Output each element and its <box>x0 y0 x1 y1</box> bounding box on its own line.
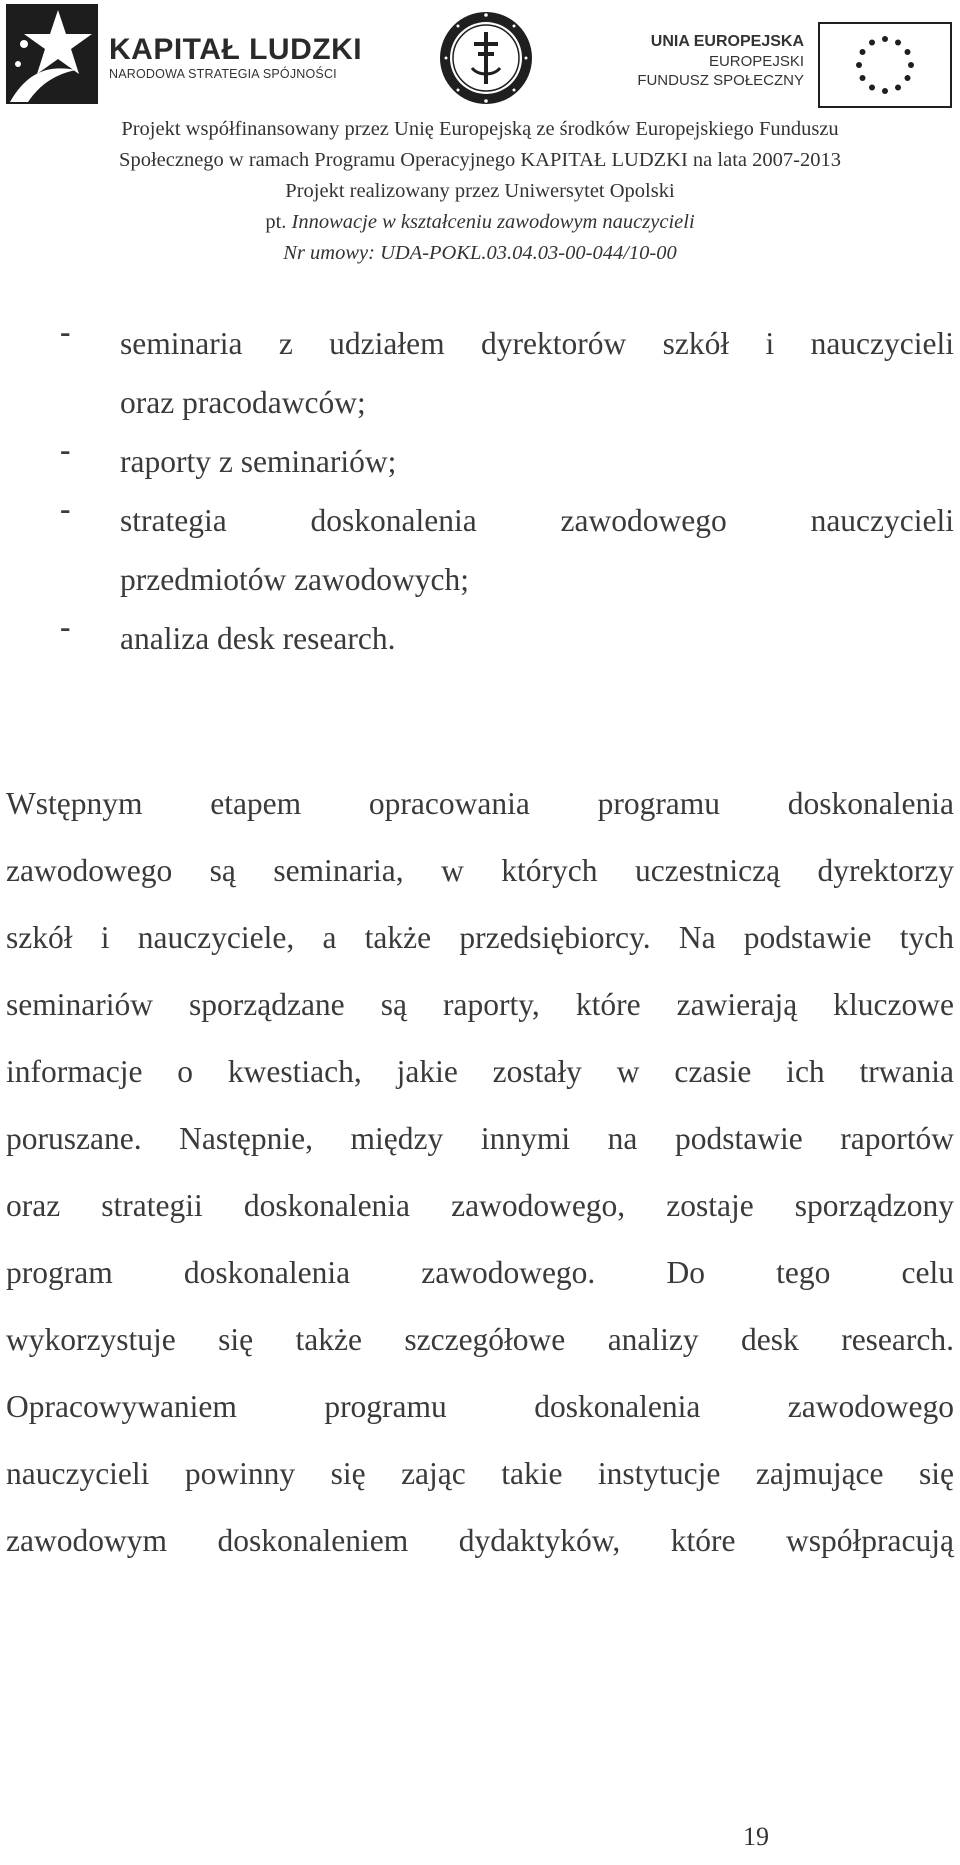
bullet-line: raporty z seminariów; <box>120 444 397 479</box>
list-item <box>60 432 954 491</box>
list-item <box>60 609 954 668</box>
list-item <box>60 314 954 432</box>
project-prefix: pt. <box>265 211 287 233</box>
page-number: 19 <box>743 1822 769 1851</box>
university-opole-seal-icon <box>438 10 534 106</box>
paragraph-line: informacje o kwestiach, jakie zostały w czasie ich trwania <box>6 1054 954 1089</box>
paragraph-line: zawodowym doskonaleniem dydaktyków, które współpracują <box>6 1523 954 1558</box>
eu-logo-line1: UNIA EUROPEJSKA <box>650 33 804 50</box>
bullet-line: seminaria z udziałem dyrektorów szkół i nauczycieli <box>120 326 954 361</box>
bullet-dash: - <box>60 314 71 349</box>
header-line-3: Projekt realizowany przez Uniwersytet Opolski <box>285 180 675 202</box>
paragraph-line: poruszane. Następnie, między innymi na podstawie raportów <box>6 1121 954 1156</box>
body-paragraph <box>6 770 954 1574</box>
bullet-list <box>60 314 954 668</box>
project-header <box>0 114 960 269</box>
kapital-ludzki-subtitle: NARODOWA STRATEGIA SPÓJNOŚCI <box>109 67 337 81</box>
eu-flag-icon <box>818 22 952 108</box>
project-name: Innowacje w kształceniu zawodowym nauczycieli <box>291 211 695 233</box>
paragraph-line: Wstępnym etapem opracowania programu doskonalenia <box>6 786 954 821</box>
header-project-line <box>0 207 960 238</box>
bullet-dash: - <box>60 609 71 644</box>
paragraph-line: szkół i nauczyciele, a także przedsiębiorcy. Na podstawie tych <box>6 920 954 955</box>
kapital-ludzki-title: KAPITAŁ LUDZKI <box>109 33 363 66</box>
bullet-dash: - <box>60 491 71 526</box>
paragraph-line: seminariów sporządzane są raporty, które zawierają kluczowe <box>6 987 954 1022</box>
paragraph-line: oraz strategii doskonalenia zawodowego, zostaje sporządzony <box>6 1188 954 1223</box>
eu-logo-line3: FUNDUSZ SPOŁECZNY <box>637 72 804 89</box>
bullet-line: strategia doskonalenia zawodowego nauczycieli <box>120 503 954 538</box>
header-line-1: Projekt współfinansowany przez Unię Europejską ze środków Europejskiego Funduszu <box>121 118 839 140</box>
contract-number: Nr umowy: UDA-POKL.03.04.03-00-044/10-00 <box>283 242 677 264</box>
paragraph-line: Opracowywaniem programu doskonalenia zawodowego <box>6 1389 954 1424</box>
paragraph-line: zawodowego są seminaria, w których uczestniczą dyrektorzy <box>6 853 954 888</box>
paragraph-line: nauczycieli powinny się zając takie instytucje zajmujące się <box>6 1456 954 1491</box>
bullet-line: analiza desk research. <box>120 621 396 656</box>
kapital-ludzki-star-icon <box>6 4 98 104</box>
bullet-dash: - <box>60 432 71 467</box>
kapital-ludzki-logo <box>6 4 376 104</box>
paragraph-line: wykorzystuje się także szczegółowe analizy desk research. <box>6 1322 954 1357</box>
bullet-line: oraz pracodawców; <box>120 385 366 420</box>
bullet-line: przedmiotów zawodowych; <box>120 562 470 597</box>
list-item <box>60 491 954 609</box>
header-logos <box>0 0 960 110</box>
paragraph-line: program doskonalenia zawodowego. Do tego celu <box>6 1255 954 1290</box>
eu-logo <box>600 14 952 104</box>
header-line-2: Społecznego w ramach Programu Operacyjnego KAPITAŁ LUDZKI na lata 2007-2013 <box>119 149 841 171</box>
eu-logo-line2: EUROPEJSKI <box>708 53 804 70</box>
